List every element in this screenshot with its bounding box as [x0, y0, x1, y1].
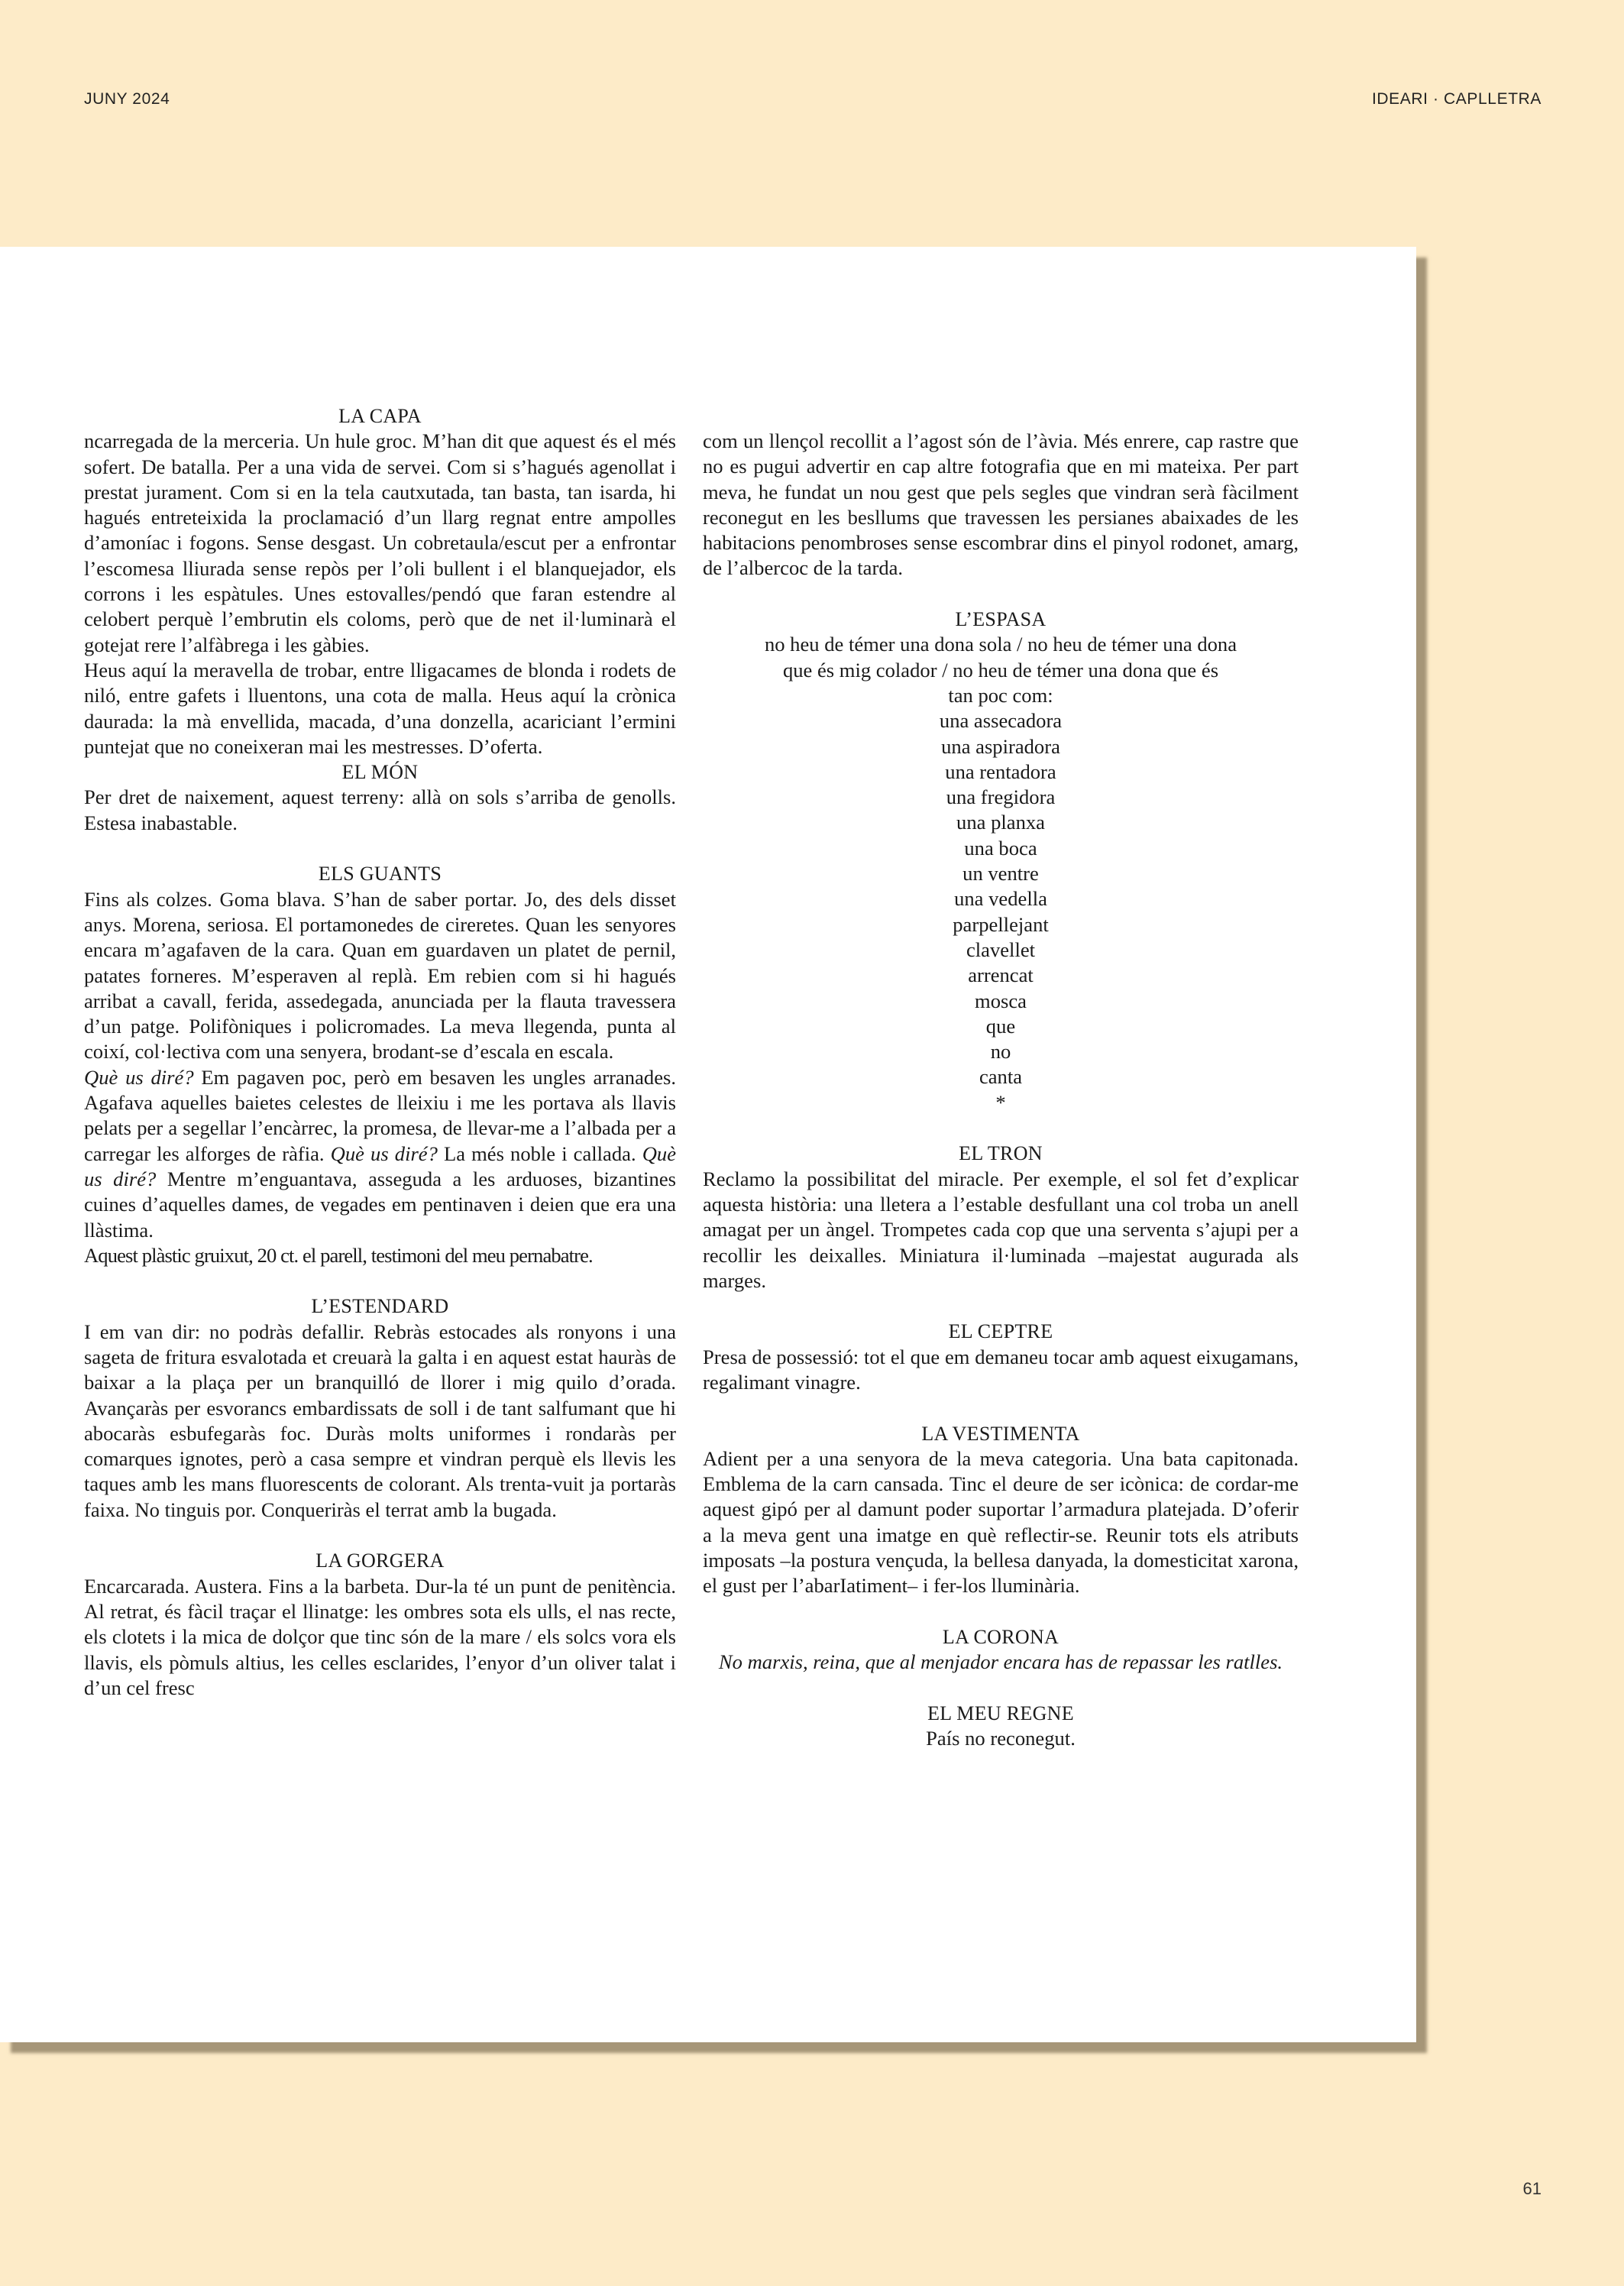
- poem-line: una boca: [964, 836, 1037, 860]
- italic-phrase: Què us diré?: [84, 1065, 194, 1089]
- heading-la-vestimenta: LA VESTIMENTA: [921, 1422, 1080, 1445]
- heading-el-tron: EL TRON: [959, 1142, 1043, 1165]
- paragraph-el-meu-regne: País no reconegut.: [926, 1727, 1076, 1750]
- issue-date: JUNY 2024: [84, 90, 170, 108]
- poem-l-espasa: [703, 632, 1299, 1115]
- paragraph-la-capa-1: ncarregada de la merceria. Un hule groc. M’han dit que aquest és el més sofert. De batalla. Per a una vida de servei. Com si s’hagués agenollat i prestat jurament. Com si en la tela cautxutada, tan basta, tan isarda, hi hagués entreteixida la proclamació d’un llarg regnat entre ampolles d’amoníac i fogons. Sense desgast. Un cobretaula/escut per a enfrontar l’escomesa lliurada sense repòs per l’oli bullent i el blanquejador, els corrons i les espàtules. Unes estovalles/pendó que faran estendre al celobert perquè l’embrutin els coloms, però que de net il·luminarà el gotejat rere l’alfàbrega i les gàbies.: [84, 429, 676, 656]
- paragraph-la-capa-2: Heus aquí la meravella de trobar, entre lligacames de blonda i rodets de niló, entre gafets i lluentons, una cota de malla. Heus aquí la crònica daurada: la mà envellida, macada, d’una donzella, acariciant l’ermini puntejat que no coneixeran mai les mestresses. D’oferta.: [84, 658, 676, 758]
- paragraph-l-estendard: I em van dir: no podràs defallir. Rebràs estocades als ronyons i una sageta de fritura esvalotada et creuarà la galta i en aquest estat hauràs de baixar a la plaça per un branquilló de llorer i mig quilo d’orada. Avançaràs per esvorancs embardissats de soll i de tant salfumant que hi abocaràs esbufegaràs foc. Duràs molts uniformes i rondaràs per comarques ignotes, però a casa sempre et vindran perquè els llevis les taques amb les mans fluorescents de colorant. Als trenta-vuit ja portaràs faixa. No tinguis por. Conqueriràs el terrat amb la bugada.: [84, 1319, 676, 1521]
- heading-l-estendard: L’ESTENDARD: [311, 1295, 449, 1318]
- paragraph-els-guants-1: Fins als colzes. Goma blava. S’han de saber portar. Jo, des dels disset anys. Morena, seriosa. El portamonedes de cireretes. Quan les senyores encara m’agafaven de la cara. Quan em guardaven un platet de pernil, patates forneres. M’esperaven al replà. Em rebien com si hi hagués arribat a cavall, ferida, assedegada, anunciada per la flauta travessera d’un patge. Polifòniques i policromades. La meva llegenda, punta al coixí, col·lectiva com una senyera, brodant-se d’escala en escala.: [84, 887, 676, 1064]
- poem-line: tan poc com:: [948, 683, 1053, 707]
- paragraph-els-guants-3: Aquest plàstic gruixut, 20 ct. el parell, testimoni del meu pernabatre.: [84, 1243, 593, 1267]
- italic-phrase: Què us diré?: [330, 1141, 438, 1165]
- heading-el-mon: EL MÓN: [341, 761, 419, 784]
- poem-line: una vedella: [954, 887, 1047, 911]
- poem-line: una rentadora: [945, 759, 1056, 783]
- poem-line: clavellet: [966, 937, 1036, 961]
- heading-l-espasa: L’ESPASA: [955, 608, 1047, 631]
- paragraph-els-guants-2: [84, 1065, 676, 1243]
- heading-la-capa: LA CAPA: [338, 405, 422, 427]
- paragraph-la-corona: No marxis, reina, que al menjador encara has de repassar les ratlles.: [718, 1650, 1283, 1674]
- poem-line: que és mig colador / no heu de témer una dona que és: [782, 658, 1219, 682]
- text-run: Mentre m’enguantava, asseguda a les arduoses, bizantines cuines d’aquelles dames, de vegades em pentinaven i deien que era una llàstima.: [84, 1167, 676, 1242]
- poem-line: *: [995, 1090, 1006, 1114]
- poem-line: una fregidora: [946, 785, 1056, 809]
- left-column: [84, 403, 676, 1701]
- text-run: La més noble i callada.: [437, 1141, 642, 1165]
- heading-els-guants: ELS GUANTS: [318, 863, 442, 886]
- heading-la-gorgera: LA GORGERA: [315, 1549, 445, 1572]
- poem-line: no heu de témer una dona sola / no heu de témer una dona: [764, 633, 1237, 656]
- section-title: IDEARI · CAPLLETRA: [1371, 90, 1542, 108]
- paragraph-la-gorgera: Encarcarada. Austera. Fins a la barbeta. Dur-la té un punt de penitència. Al retrat, és fàcil traçar el llinatge: les ombres sota els ulls, el nas recte, els clotets i la mica de dolçor que tinc són de la mare / els solcs vora els llavis, els pòmuls altius, les celles esclarides, l’enyor d’un oliver talat i d’un cel fresc: [84, 1574, 676, 1699]
- italic-phrase: Què us diré?: [84, 1141, 676, 1190]
- paragraph-el-tron: Reclamo la possibilitat del miracle. Per exemple, el sol fet d’explicar aquesta història: una lletera a l’estable desfullant una col troba un anell amagat per un àngel. Trompetes cada cop que una serventa s’ajupi per a recollir les deixalles. Miniatura il·luminada –majestat augurada als marges.: [703, 1167, 1299, 1292]
- paragraph-la-vestimenta: Adient per a una senyora de la meva categoria. Una bata capitonada. Emblema de la carn cansada. Tinc el deure de ser icònica: de cordar-me aquest gipó per al damunt poder suportar l’armadura platejada. D’oferir a la meva gent una imatge en què reflectir-se. Reunir tots els atributs imposats –la postura vençuda, la bellesa danyada, la domesticitat xarona, el gust per l’abarIatiment– i fer-los lluminària.: [703, 1446, 1299, 1598]
- poem-line: canta: [979, 1065, 1023, 1089]
- page-number: 61: [1522, 2179, 1542, 2198]
- heading-la-corona: LA CORONA: [942, 1625, 1059, 1648]
- poem-line: una aspiradora: [941, 734, 1060, 758]
- text-run: Em pagaven poc, però em besaven les ungles arranades. Agafava aquelles baietes celestes de lleixiu i me les portava als llavis pelats per a segellar l’encàrrec, la promesa, de llevar-me a l’albada per a carregar les alforges de ràfia.: [84, 1065, 676, 1165]
- paragraph-continuation: com un llençol recollit a l’agost són de l’àvia. Més enrere, cap rastre que no es pugui advertir en cap altre fotografia que en mi mateixa. Per part meva, he fundat un nou gest que pels segles que vindran serà fàcilment reconegut en les besllums que travessen les persianes abaixades de les habitacions penombroses sense escombrar dins el pinyol rodonet, amarg, de l’albercoc de la tarda.: [703, 429, 1299, 580]
- heading-el-ceptre: EL CEPTRE: [948, 1320, 1053, 1343]
- poem-line: parpellejant: [953, 912, 1049, 936]
- right-column: [703, 429, 1299, 1751]
- poem-line: arrencat: [968, 963, 1034, 987]
- paragraph-el-mon: Per dret de naixement, aquest terreny: allà on sols s’arriba de genolls. Estesa inabastable.: [84, 785, 676, 834]
- poem-line: una assecadora: [939, 709, 1063, 733]
- poem-line: un ventre: [962, 862, 1039, 886]
- poem-line: que: [985, 1014, 1016, 1038]
- poem-line: una planxa: [956, 811, 1045, 834]
- heading-el-meu-regne: EL MEU REGNE: [927, 1702, 1074, 1724]
- poem-line: mosca: [975, 989, 1027, 1012]
- paragraph-el-ceptre: Presa de possessió: tot el que em demaneu tocar amb aquest eixugamans, regalimant vinagre.: [703, 1345, 1299, 1394]
- poem-line: no: [990, 1040, 1011, 1064]
